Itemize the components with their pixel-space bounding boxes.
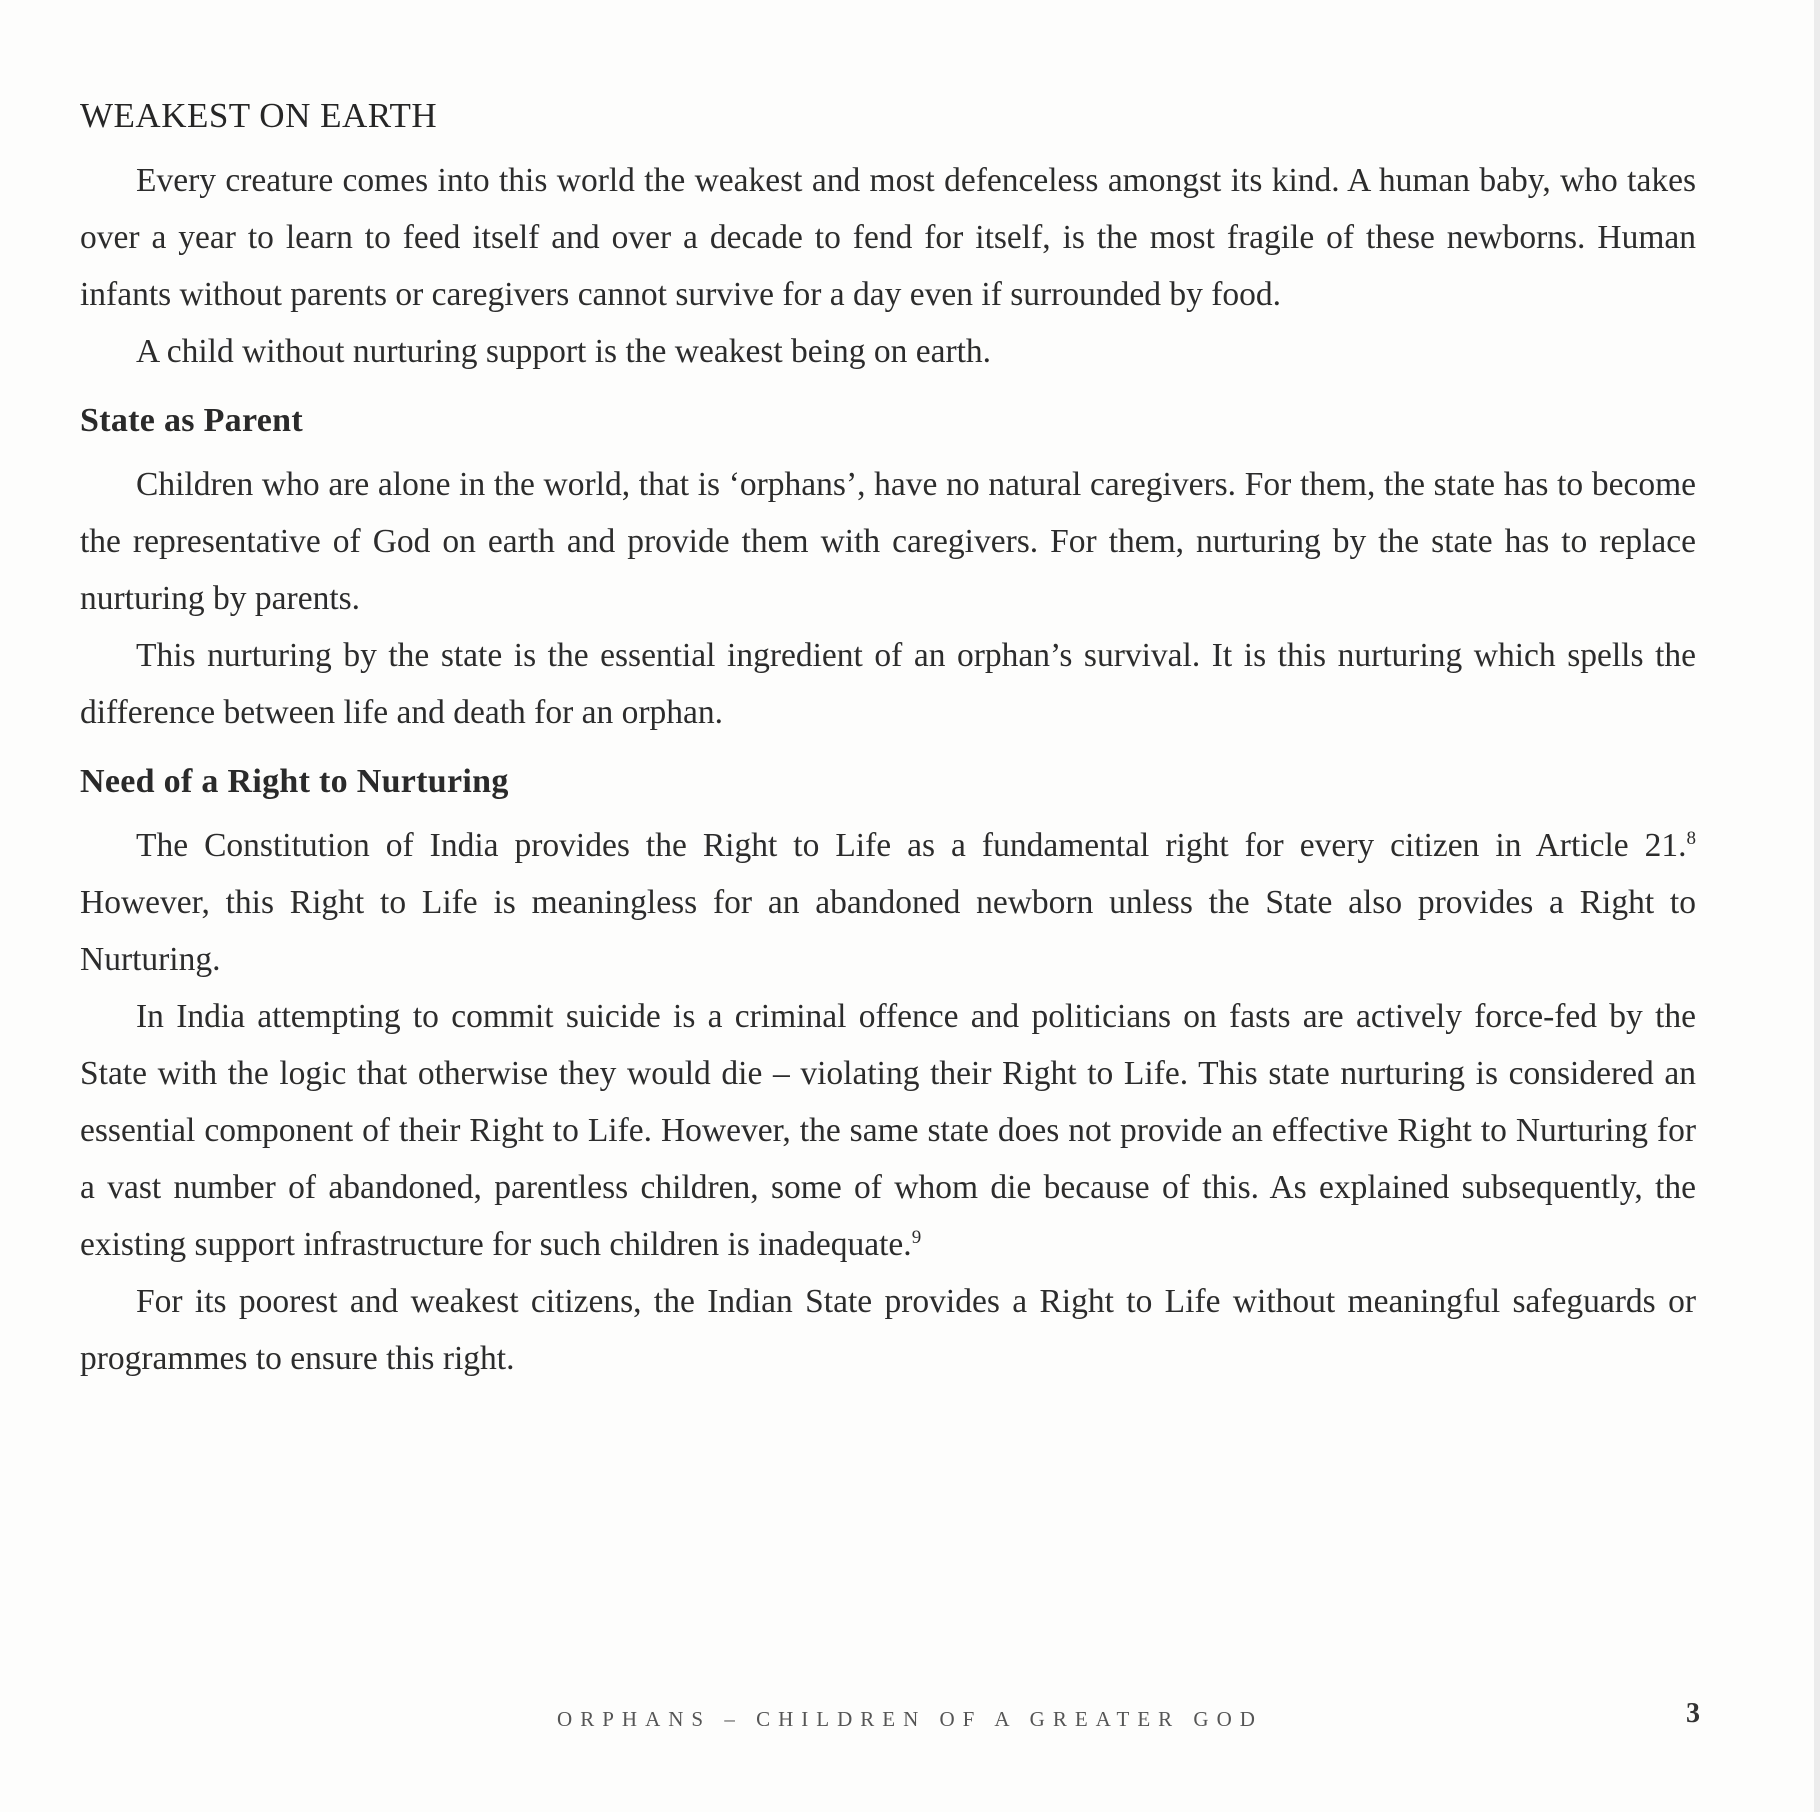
page-number: 3 — [1686, 1698, 1700, 1729]
section-heading-right-to-nurturing: Need of a Right to Nurturing — [80, 763, 509, 800]
running-footer: ORPHANS – CHILDREN OF A GREATER GOD — [557, 1707, 1263, 1731]
paragraph-state-2: This nurturing by the state is the essential ingredient of an orphan’s survival. It is this nurturing which spells the difference between life and death for an orphan. — [80, 637, 1696, 731]
paragraph-right-3: For its poorest and weakest citizens, the Indian State provides a Right to Life without meaningful safeguards or programmes to ensure this right. — [80, 1283, 1696, 1377]
paragraph-right-2-text: In India attempting to commit suicide is a criminal offence and politicians on fasts are actively force-fed by the State with the logic that otherwise they would die – violating their Right to Life. This state nurturing is considered an essential component of their Right to Life. However, the same state does not provide an effective Right to Nurturing for a vast number of abandoned, parentless children, some of whom die because of this. As explained subsequently, the existing support infrastructure for such children is inadequate. — [80, 998, 1696, 1263]
paragraph-right-1-text-a: The Constitution of India provides the Right to Life as a fundamental right for every citizen in Article 21. — [136, 827, 1687, 864]
paragraph-weakest-1: Every creature comes into this world the weakest and most defenceless amongst its kind. A human baby, who takes over a year to learn to feed itself and over a decade to fend for itself, is the most fragile of these newborns. Human infants without parents or caregivers cannot survive for a day even if surrounded by food. — [80, 162, 1696, 313]
paragraph-weakest-2: A child without nurturing support is the weakest being on earth. — [136, 333, 992, 370]
paragraph-right-1-text-b: However, this Right to Life is meaningless for an abandoned newborn unless the State also provides a Right to Nurturing. — [80, 884, 1696, 978]
footnote-ref-8[interactable]: 8 — [1686, 827, 1696, 849]
page-edge-shadow — [1814, 0, 1820, 1812]
paragraph-right-2 — [80, 988, 1696, 1273]
text-column — [80, 96, 1696, 1387]
chapter-title: WEAKEST ON EARTH — [80, 96, 438, 135]
paragraph-right-1 — [80, 817, 1696, 988]
footnote-ref-9[interactable]: 9 — [911, 1226, 922, 1248]
section-heading-state-as-parent: State as Parent — [80, 402, 303, 439]
paragraph-state-1: Children who are alone in the world, that is ‘orphans’, have no natural caregivers. For them, the state has to become the representative of God on earth and provide them with caregivers. For them, nurturing by the state has to replace nurturing by parents. — [80, 466, 1696, 617]
